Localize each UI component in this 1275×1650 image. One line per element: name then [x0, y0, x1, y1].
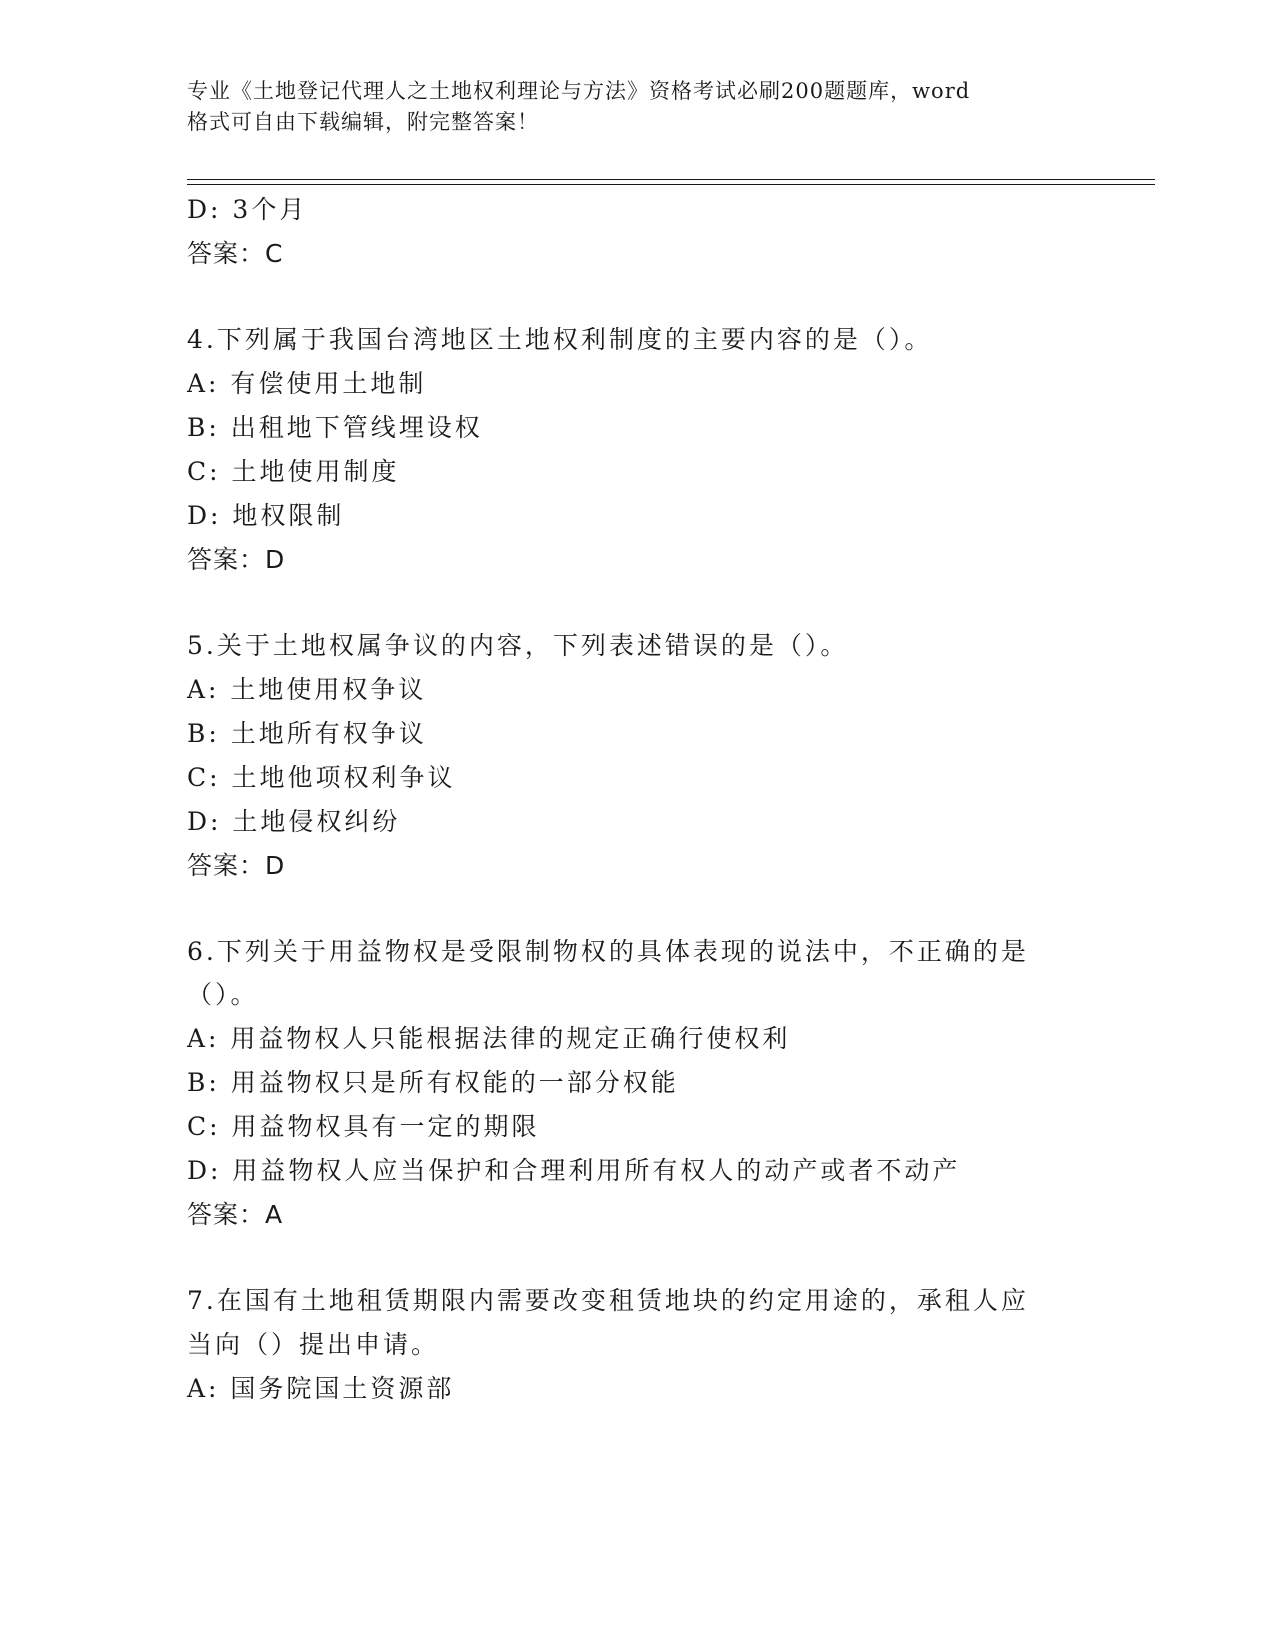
question-7-option-a: A: 国务院国土资源部 — [187, 1374, 455, 1403]
question-4-answer: 答案：D — [187, 545, 286, 574]
question-6-option-c: C: 用益物权具有一定的期限 — [187, 1112, 540, 1141]
question-5-answer: 答案：D — [187, 851, 286, 880]
question-5-option-c: C: 土地他项权利争议 — [187, 763, 456, 792]
question-6-stem-line-1: 6.下列关于用益物权是受限制物权的具体表现的说法中，不正确的是 — [187, 937, 1029, 966]
question-6-option-d: D: 用益物权人应当保护和合理利用所有权人的动产或者不动产 — [187, 1156, 961, 1185]
question-5-option-a: A: 土地使用权争议 — [187, 675, 427, 704]
question-5-option-b: B: 土地所有权争议 — [187, 719, 427, 748]
question-7-stem-line-1: 7.在国有土地租赁期限内需要改变租赁地块的约定用途的，承租人应 — [187, 1286, 1029, 1315]
header-title-line-2: 格式可自由下载编辑，附完整答案！ — [187, 110, 539, 134]
prev-option-d: D: 3个月 — [187, 195, 308, 224]
question-6-option-a: A: 用益物权人只能根据法律的规定正确行使权利 — [187, 1024, 791, 1053]
header-title-line-1: 专业《土地登记代理人之土地权利理论与方法》资格考试必刷200题题库，word — [187, 79, 971, 103]
question-5-stem: 5.关于土地权属争议的内容，下列表述错误的是（）。 — [187, 631, 849, 660]
question-6-answer: 答案：A — [187, 1200, 284, 1229]
question-5-option-d: D: 土地侵权纠纷 — [187, 807, 401, 836]
question-6-stem-line-2: （）。 — [187, 980, 259, 1009]
question-7-stem-line-2: 当向（）提出申请。 — [187, 1330, 440, 1359]
header-divider-top — [187, 179, 1155, 180]
question-4-option-c: C: 土地使用制度 — [187, 457, 400, 486]
question-6-option-b: B: 用益物权只是所有权能的一部分权能 — [187, 1068, 679, 1097]
prev-answer: 答案：C — [187, 239, 284, 268]
question-4-stem: 4.下列属于我国台湾地区土地权利制度的主要内容的是（）。 — [187, 325, 933, 354]
question-4-option-a: A: 有偿使用土地制 — [187, 369, 427, 398]
document-header — [187, 76, 1067, 138]
header-divider-bottom — [187, 184, 1155, 185]
question-4-option-b: B: 出租地下管线埋设权 — [187, 413, 483, 442]
question-4-option-d: D: 地权限制 — [187, 501, 345, 530]
